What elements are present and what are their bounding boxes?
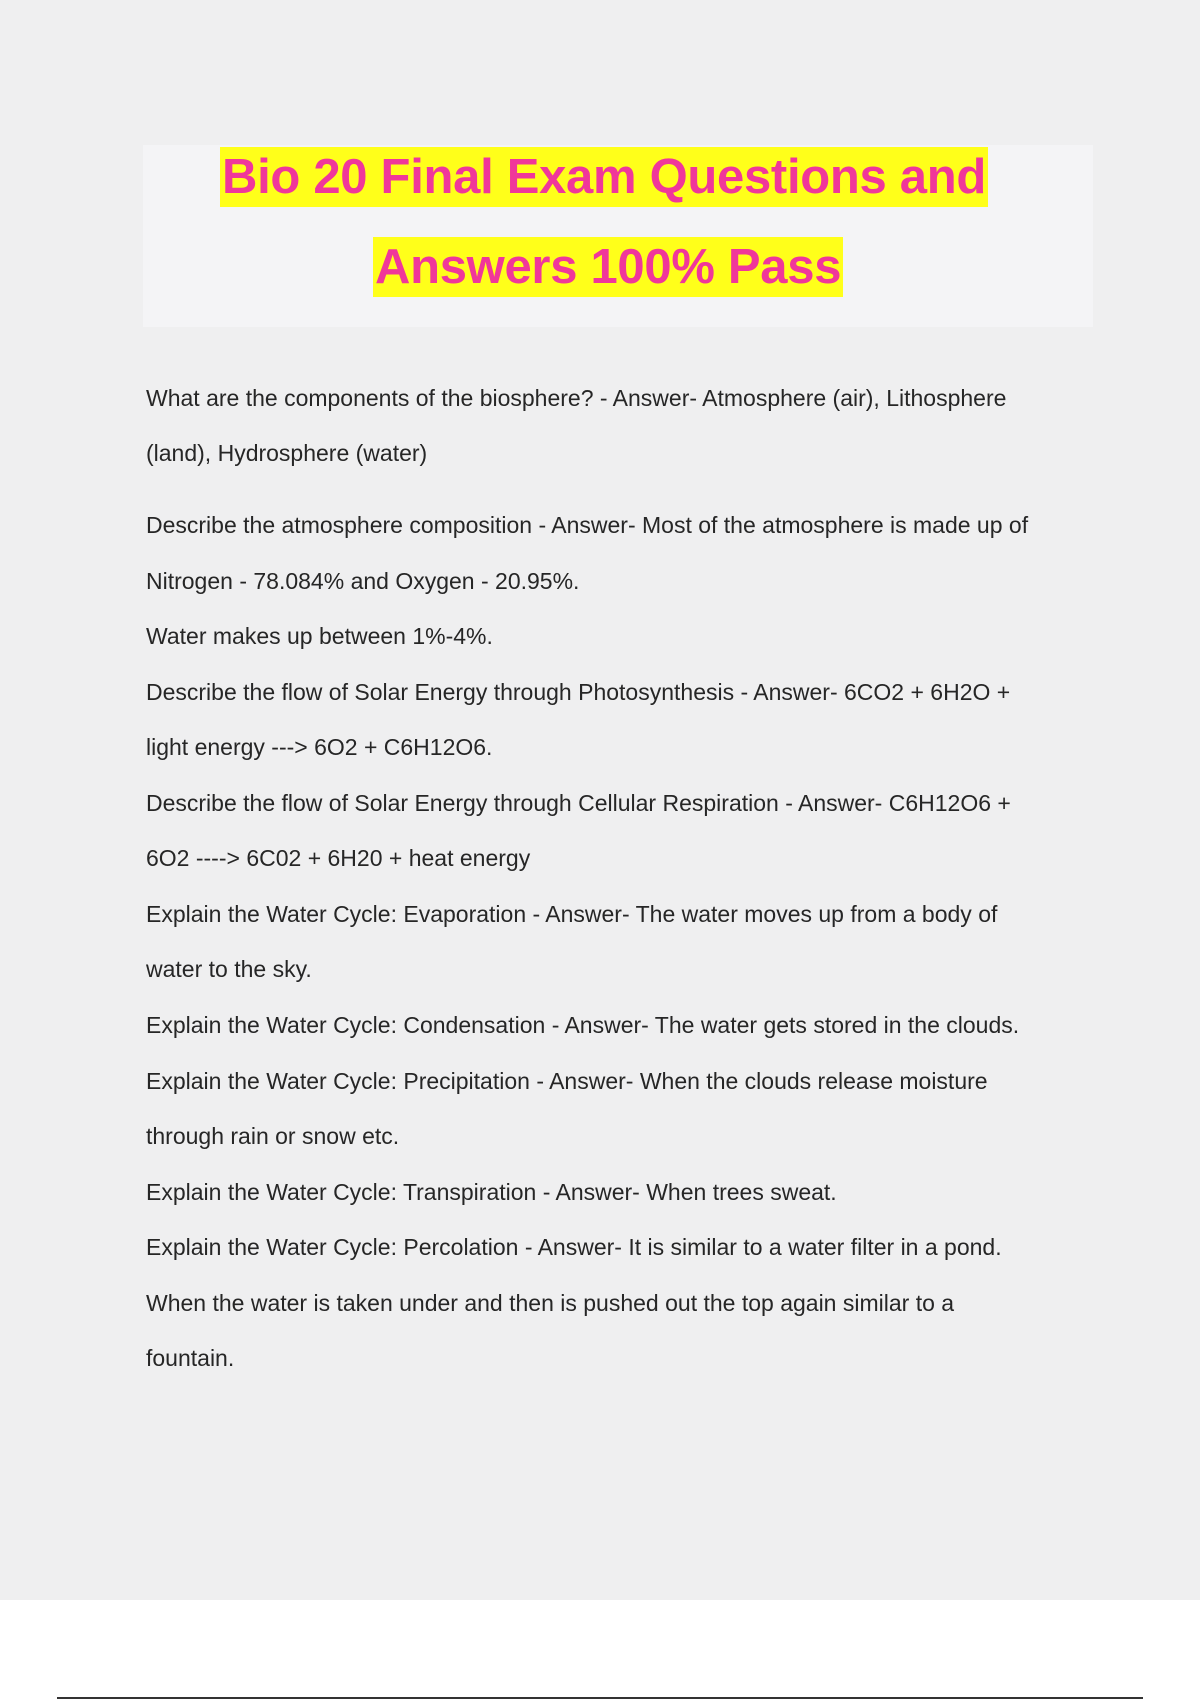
text-line: When the water is taken under and then is pushed out the top again similar to a [146, 1290, 955, 1316]
footer-rule [57, 1697, 1143, 1699]
text-line: fountain. [146, 1345, 235, 1371]
text-line: Describe the flow of Solar Energy through Photosynthesis - Answer- 6CO2 + 6H2O + [146, 679, 1011, 705]
document-title-line-2: Answers 100% Pass [373, 237, 843, 297]
document-title-line-1: Bio 20 Final Exam Questions and [220, 147, 988, 207]
text-line: Describe the flow of Solar Energy through Cellular Respiration - Answer- C6H12O6 + [146, 790, 1011, 816]
text-line: (land), Hydrosphere (water) [146, 440, 428, 466]
text-line: Water makes up between 1%-4%. [146, 623, 493, 649]
text-line: Explain the Water Cycle: Precipitation - Answer- When the clouds release moisture [146, 1068, 988, 1094]
text-line: What are the components of the biosphere? - Answer- Atmosphere (air), Lithosphere [146, 385, 1007, 411]
text-line: light energy ---> 6O2 + C6H12O6. [146, 734, 493, 760]
text-line: Nitrogen - 78.084% and Oxygen - 20.95%. [146, 568, 580, 594]
text-line: Explain the Water Cycle: Percolation - Answer- It is similar to a water filter in a pond. [146, 1234, 1002, 1260]
text-line: Explain the Water Cycle: Condensation - Answer- The water gets stored in the clouds. [146, 1012, 1020, 1038]
text-line: water to the sky. [146, 956, 312, 982]
text-line: through rain or snow etc. [146, 1123, 400, 1149]
text-line: Describe the atmosphere composition - Answer- Most of the atmosphere is made up of [146, 512, 1029, 538]
text-line: 6O2 ----> 6C02 + 6H20 + heat energy [146, 845, 531, 871]
text-line: Explain the Water Cycle: Evaporation - Answer- The water moves up from a body of [146, 901, 998, 927]
text-line: Explain the Water Cycle: Transpiration - Answer- When trees sweat. [146, 1179, 837, 1205]
